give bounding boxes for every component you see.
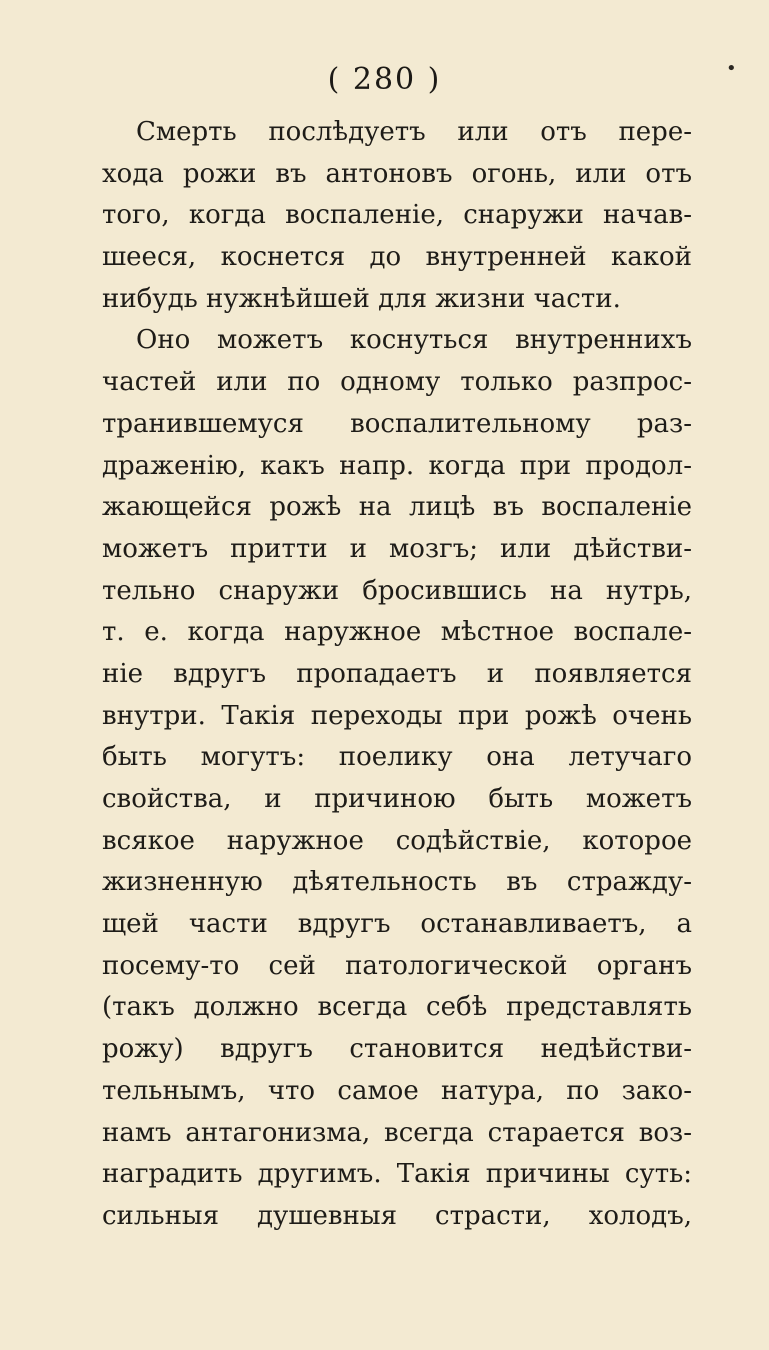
text-line: щей части вдругъ останавливаетъ, а — [102, 909, 692, 940]
text-line: всякое наружное содѣйствіе, которое — [102, 825, 692, 856]
text-line: свойства, и причиною быть можетъ — [102, 784, 692, 814]
text-line: жизненную дѣятельность въ стражду- — [102, 867, 692, 898]
text-line: шееся, коснется до внутренней какой — [102, 242, 692, 273]
text-line: можетъ притти и мозгъ; или дѣйстви- — [102, 533, 692, 564]
text-line: т. е. когда наружное мѣстное воспале- — [102, 617, 692, 648]
text-line: того, когда воспаленіе, снаружи начав- — [102, 200, 692, 231]
text-line: тельно снаружи бросившись на нутрь, — [102, 575, 692, 606]
text-line: ніе вдругъ пропадаетъ и появляется — [102, 658, 692, 689]
text-line: внутри. Такія переходы при рожѣ очень — [102, 700, 692, 731]
text-line: нибудь нужнѣйшей для жизни части. — [102, 283, 621, 314]
text-line: (такъ должно всегда себѣ представлять — [102, 992, 692, 1023]
text-line: Оно можетъ коснуться внутреннихъ — [136, 325, 692, 356]
text-line: сильныя душевныя страсти, холодъ, — [102, 1200, 692, 1231]
text-line: намъ антагонизма, всегда старается воз- — [102, 1117, 692, 1148]
text-line: наградить другимъ. Такія причины суть: — [102, 1159, 692, 1190]
text-line: хода рожи въ антоновъ огонь, или отъ — [102, 158, 692, 189]
page-number-header: ( 280 ) — [327, 62, 442, 97]
text-line: Смерть послѣдуетъ или отъ пере- — [136, 117, 692, 147]
text-line: драженію, какъ напр. когда при продол- — [102, 450, 692, 481]
text-line: тельнымъ, что самое натура, по зако- — [102, 1075, 692, 1106]
text-line: транившемуся воспалительному раз- — [102, 408, 692, 439]
text-line: посему-то сей патологической органъ — [102, 950, 692, 981]
text-line: быть могутъ: поелику она летучаго — [102, 742, 692, 773]
corner-mark: • — [726, 58, 737, 79]
text-line: рожу) вдругъ становится недѣйстви- — [102, 1034, 692, 1065]
body-text — [102, 112, 692, 1238]
text-line: жающейся рожѣ на лицѣ въ воспаленіе — [102, 492, 692, 523]
text-line: частей или по одному только разпрос- — [102, 367, 692, 398]
